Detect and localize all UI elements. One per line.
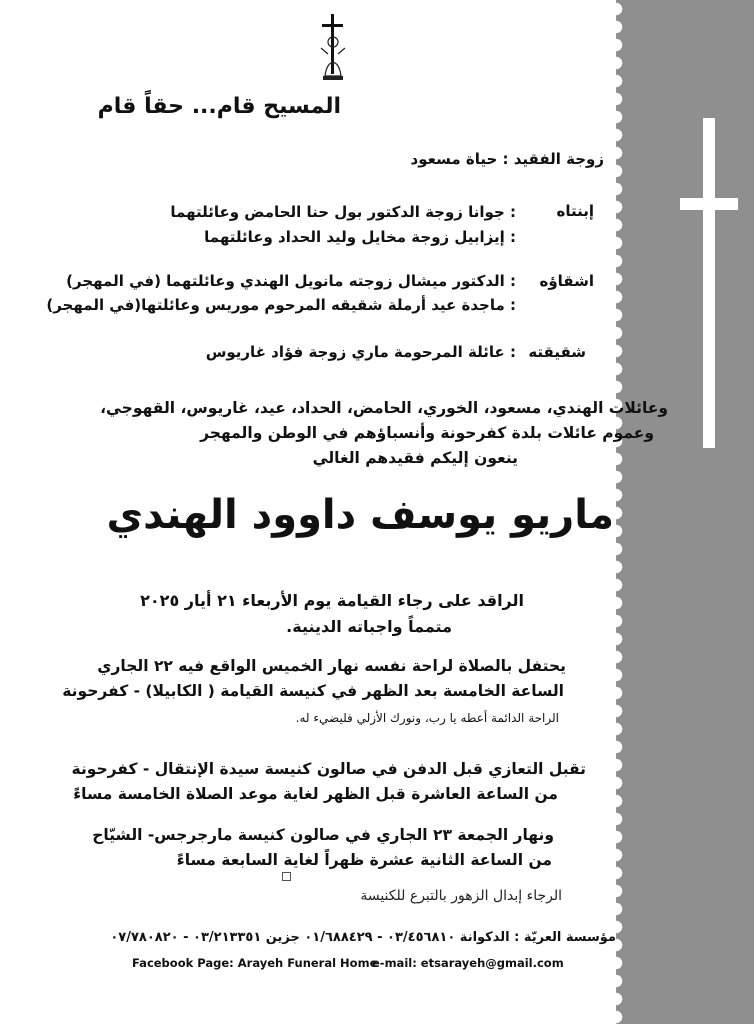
condolence-line: من الساعة الثانية عشرة ظهراً لغاية السابعة مساءً <box>176 851 552 869</box>
latin-cross-icon <box>680 118 738 448</box>
prayer-blessing: الراحة الدائمة أعطه يا رب، ونورك الأزلي فليضيء له. <box>295 711 559 725</box>
condolence-line: تقبل التعازي قبل الدفن في صالون كنيسة سيدة الإنتقال - كفرحونة <box>71 760 586 778</box>
brother-line: : ماجدة عيد أرملة شقيقه المرحوم موريس وعائلتها(في المهجر) <box>46 296 516 314</box>
cross-with-figure-icon <box>311 14 355 84</box>
widow-line: زوجة الفقيد : حياة مسعود <box>410 150 604 168</box>
funeral-home-contact: مؤسسة العريّة : الدكوانة ٠٣/٤٥٦٨١٠ - ٠١/٦٨٨٤٢٩ جزين ٠٣/٢١٣٣٥١ - ٠٧/٧٨٠٨٢٠ <box>110 930 616 945</box>
sister-line: : عائلة المرحومة ماري زوجة فؤاد غاريوس <box>205 343 516 361</box>
sister-label: شقيقته <box>528 343 586 361</box>
deceased-name: ماريو يوسف داوود الهندي <box>106 492 614 538</box>
families-line: ينعون إليكم فقيدهم الغالي <box>312 449 518 467</box>
rest-line: متمماً واجباته الدينية. <box>286 617 452 636</box>
families-line: وعائلات الهندي، مسعود، الخوري، الحامض، الحداد، عيد، غاريوس، القهوجي، <box>100 399 668 417</box>
brother-line: : الدكتور ميشال زوجته مانويل الهندي وعائلتهما (في المهجر) <box>66 272 516 290</box>
email-text: e-mail: etsarayeh@gmail.com <box>372 956 564 970</box>
prayer-line: الساعة الخامسة بعد الظهر في كنيسة القيامة ( الكابيلا) - كفرحونة <box>62 682 564 700</box>
daughter-line: : إيزابيل زوجة مخايل وليد الحداد وعائلتهما <box>204 228 516 246</box>
daughters-label: إبنتاه <box>556 202 594 220</box>
condolence-line: من الساعة العاشرة قبل الظهر لغاية موعد الصلاة الخامسة مساءً <box>73 785 558 803</box>
motto-heading: المسيح قام... حقاً قام <box>97 94 341 119</box>
brothers-label: اشقاؤه <box>539 272 594 290</box>
daughter-line: : جوانا زوجة الدكتور بول حنا الحامض وعائلتهما <box>170 203 516 221</box>
facebook-page-text: Facebook Page: Arayeh Funeral Home <box>132 956 378 970</box>
prayer-line: يحتفل بالصلاة لراحة نفسه نهار الخميس الواقع فيه ٢٢ الجاري <box>97 657 566 675</box>
condolence-line: ونهار الجمعة ٢٣ الجاري في صالون كنيسة مارجرجس- الشيّاح <box>92 826 554 844</box>
rest-line: الراقد على رجاء القيامة يوم الأربعاء ٢١ أيار ٢٠٢٥ <box>140 591 524 610</box>
families-line: وعموم عائلات بلدة كفرحونة وأنسباؤهم في الوطن والمهجر <box>200 424 654 442</box>
flowers-note: الرجاء إبدال الزهور بالتبرع للكنيسة <box>360 888 562 904</box>
small-square-mark <box>282 872 291 881</box>
